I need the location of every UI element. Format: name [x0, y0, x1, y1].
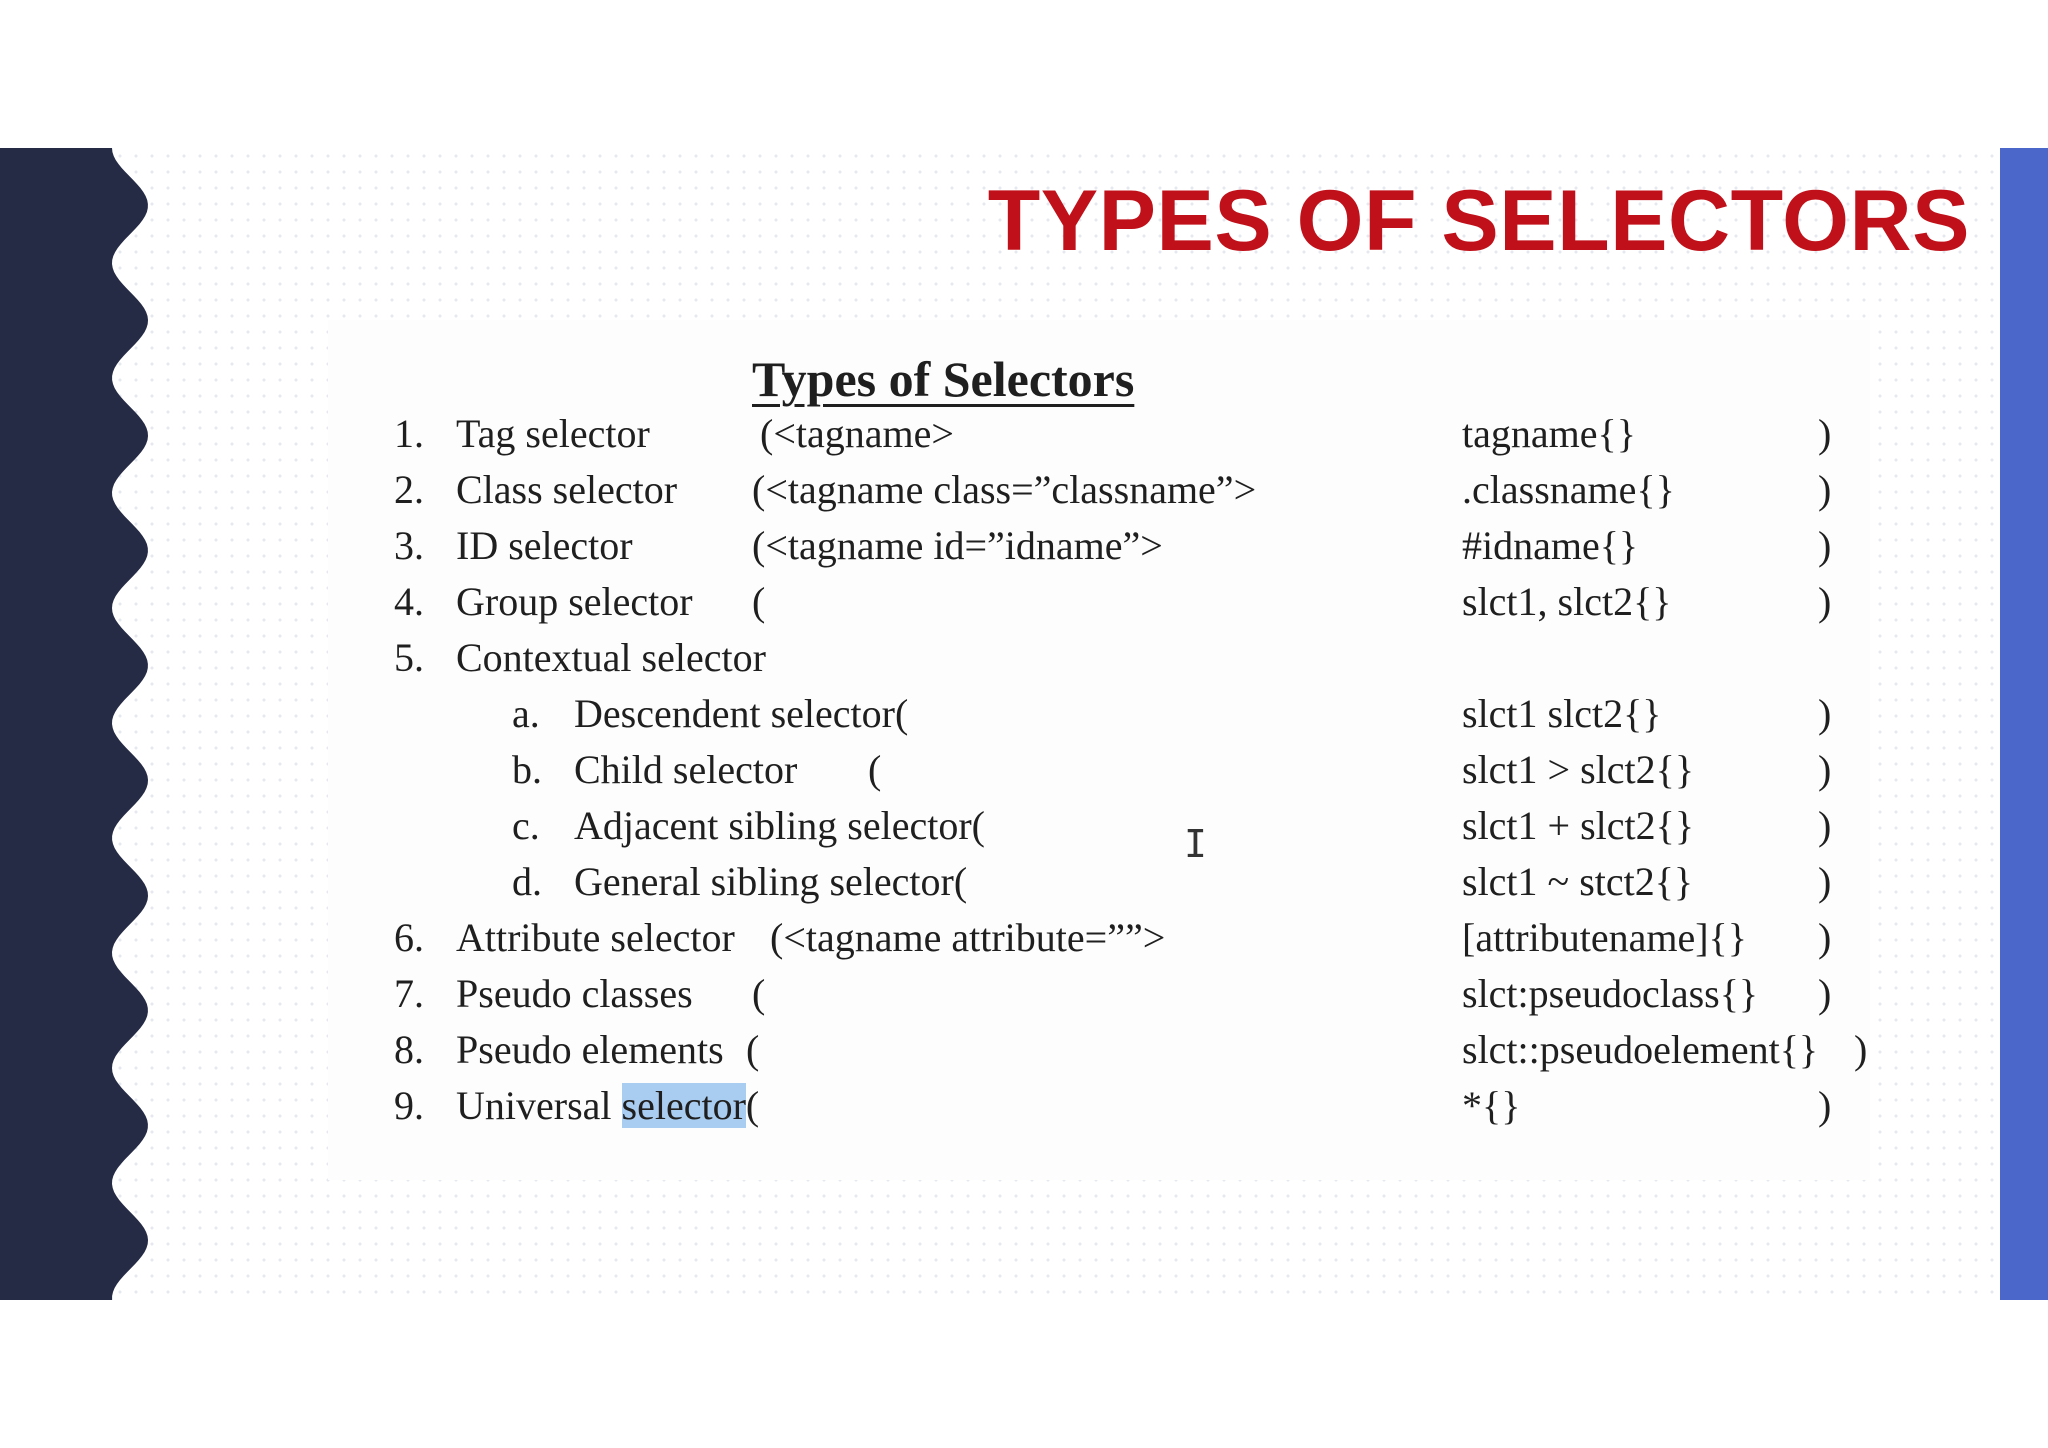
item-letter: a. — [512, 691, 540, 736]
item-label: Adjacent sibling selector( — [574, 803, 985, 848]
slide-title: TYPES OF SELECTORS — [987, 173, 1970, 269]
item-selector-code: #idname{} — [1462, 523, 1639, 568]
item-close-paren: ) — [1818, 971, 1832, 1016]
right-accent-band — [2000, 148, 2048, 1300]
document-heading: Types of Selectors — [752, 351, 1135, 407]
item-close-paren: ) — [1818, 467, 1832, 512]
sub-list-item — [328, 854, 1870, 910]
item-letter: d. — [512, 859, 542, 904]
sub-list-item — [328, 742, 1870, 798]
item-number: 4. — [394, 579, 424, 624]
item-number: 8. — [394, 1027, 424, 1072]
list-item — [328, 1022, 1870, 1078]
item-close-paren: ) — [1818, 579, 1832, 624]
item-close-paren: ) — [1818, 523, 1832, 568]
item-label: ID selector — [456, 523, 633, 568]
item-label: Attribute selector — [456, 915, 735, 960]
list-item — [328, 630, 1870, 686]
item-number: 6. — [394, 915, 424, 960]
item-selector-code: slct1 > slct2{} — [1462, 747, 1695, 792]
item-label: Pseudo elements — [456, 1027, 724, 1072]
list-item — [328, 910, 1870, 966]
item-label: Pseudo classes — [456, 971, 693, 1016]
list-item — [328, 1078, 1870, 1134]
item-letter: b. — [512, 747, 542, 792]
wavy-left-band — [0, 148, 150, 1300]
list-item — [328, 574, 1870, 630]
item-syntax: ( — [746, 1027, 760, 1072]
item-selector-code: slct1, slct2{} — [1462, 579, 1672, 624]
item-label: Group selector — [456, 579, 693, 624]
item-selector-code: slct1 ~ stct2{} — [1462, 859, 1694, 904]
slide — [0, 148, 2048, 1300]
list-item — [328, 518, 1870, 574]
item-syntax: ( — [752, 971, 766, 1016]
item-label: Child selector — [574, 747, 798, 792]
text-cursor-icon: I — [1184, 822, 1207, 866]
item-number: 2. — [394, 467, 424, 512]
item-close-paren: ) — [1818, 411, 1832, 456]
item-letter: c. — [512, 803, 540, 848]
item-number: 1. — [394, 411, 424, 456]
item-syntax: (<tagname attribute=””> — [770, 915, 1166, 960]
item-label: Class selector — [456, 467, 678, 512]
list-item — [328, 406, 1870, 462]
item-label — [456, 1078, 759, 1134]
item-syntax: ( — [868, 747, 882, 792]
item-label: Descendent selector( — [574, 691, 909, 736]
selected-text-highlight[interactable]: selector — [621, 1083, 746, 1128]
item-close-paren: ) — [1818, 747, 1832, 792]
item-close-paren: ) — [1854, 1027, 1868, 1072]
item-selector-code: *{} — [1462, 1083, 1521, 1128]
item-syntax: (<tagname id=”idname”> — [752, 523, 1163, 568]
item-syntax: ( — [752, 579, 766, 624]
list-item — [328, 966, 1870, 1022]
item-number: 7. — [394, 971, 424, 1016]
item-selector-code: slct:pseudoclass{} — [1462, 971, 1759, 1016]
item-selector-code: slct1 slct2{} — [1462, 691, 1662, 736]
list-item — [328, 462, 1870, 518]
item-number: 5. — [394, 635, 424, 680]
label-suffix: ( — [745, 1083, 760, 1128]
item-label: Contextual selector — [456, 635, 766, 680]
sub-list-item — [328, 686, 1870, 742]
item-selector-code: tagname{} — [1462, 411, 1636, 456]
item-selector-code: slct::pseudoelement{} — [1462, 1027, 1819, 1072]
item-close-paren: ) — [1818, 691, 1832, 736]
item-number: 3. — [394, 523, 424, 568]
item-selector-code: .classname{} — [1462, 467, 1675, 512]
item-selector-code: [attributename]{} — [1462, 915, 1747, 960]
item-label: Tag selector — [456, 411, 650, 456]
item-syntax: (<tagname> — [760, 411, 954, 456]
item-selector-code: slct1 + slct2{} — [1462, 803, 1695, 848]
label-prefix: Universal — [456, 1083, 622, 1128]
item-number: 9. — [394, 1083, 424, 1128]
sub-list-item — [328, 798, 1870, 854]
item-syntax: (<tagname class=”classname”> — [752, 467, 1257, 512]
item-close-paren: ) — [1818, 1083, 1832, 1128]
item-label: General sibling selector( — [574, 859, 968, 904]
embedded-document-screenshot — [328, 320, 1870, 1180]
item-close-paren: ) — [1818, 859, 1832, 904]
item-close-paren: ) — [1818, 915, 1832, 960]
item-close-paren: ) — [1818, 803, 1832, 848]
